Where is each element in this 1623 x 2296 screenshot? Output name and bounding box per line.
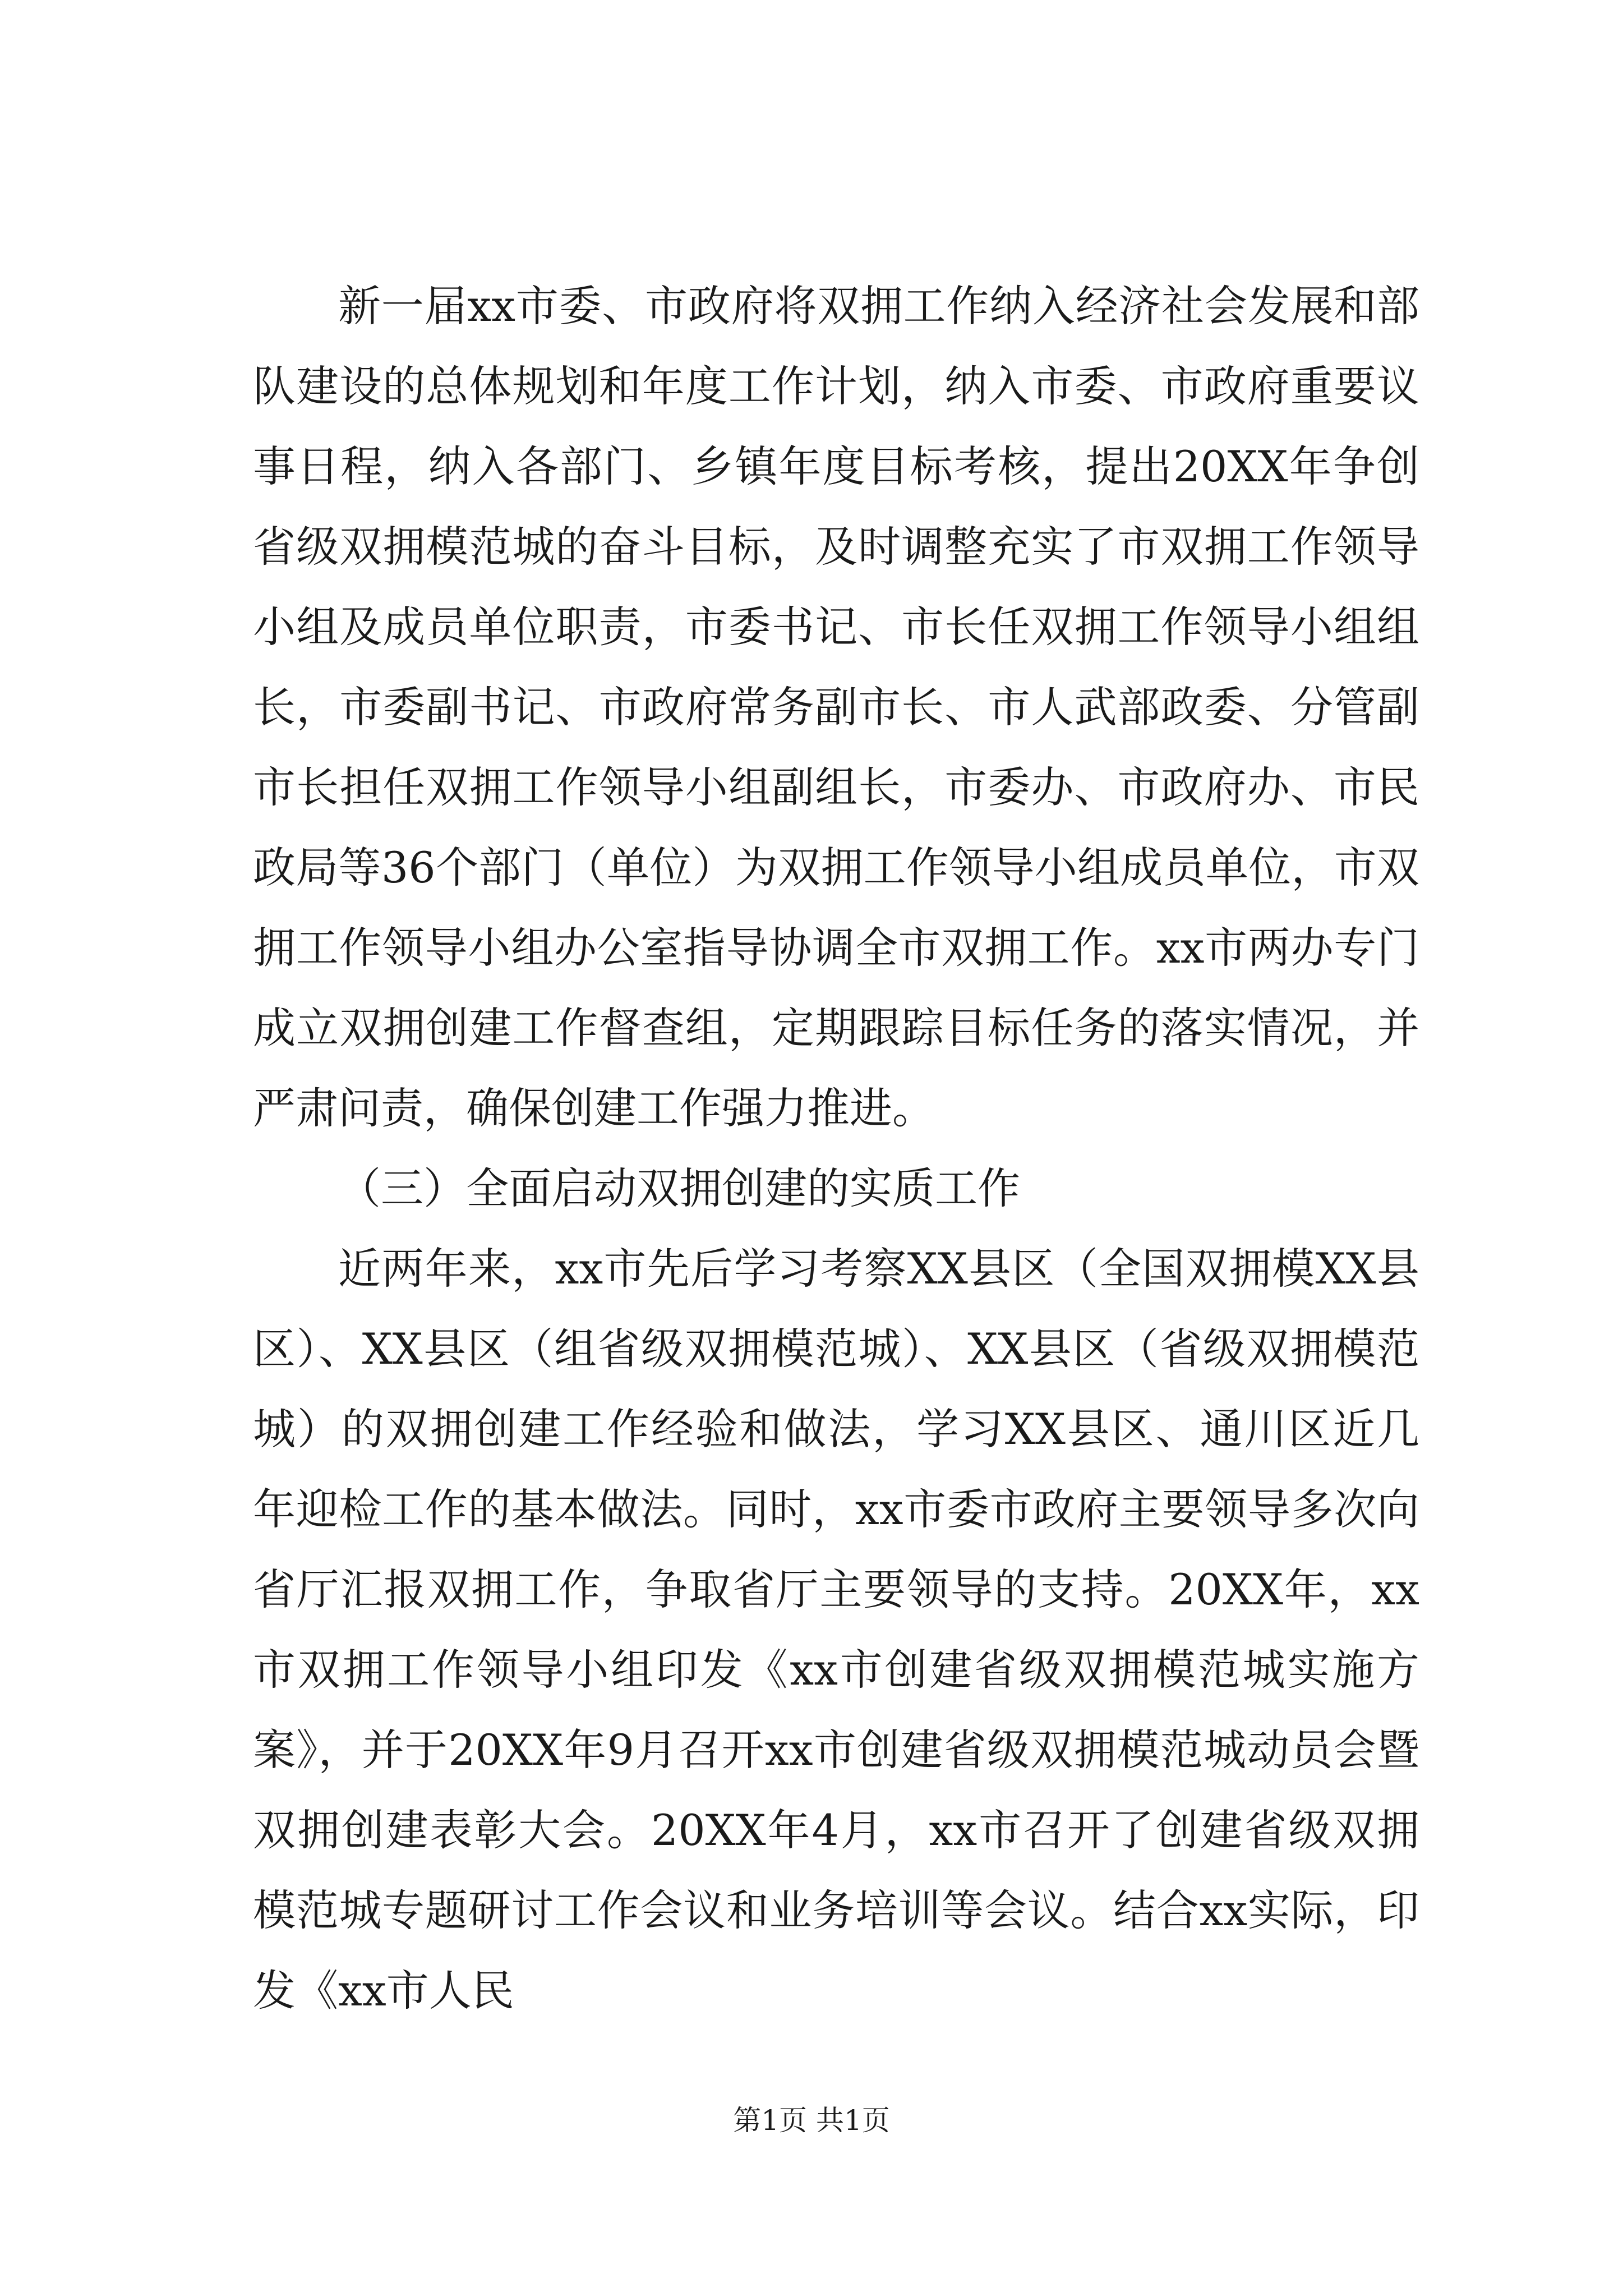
paragraph-2: 近两年来，xx市先后学习考察XX县区（全国双拥模XX县区）、XX县区（组省级双拥模范城）、XX县区（省级双拥模范城）的双拥创建工作经验和做法，学习XX县区、通川区近几年迎检工作的基本做法。同时，xx市委市政府主要领导多次向省厅汇报双拥工作，争取省厅主要领导的支持。20XX年，xx市双拥工作领导小组印发《xx市创建省级双拥模范城实施方案》，并于20XX年9月召开xx市创建省级双拥模范城动员会暨双拥创建表彰大会。20XX年4月，xx市召开了创建省级双拥模范城专题研讨工作会议和业务培训等会议。结合xx实际，印发《xx市人民 [253,1244,1419,2016]
page-footer: 第1页 共1页 [733,2104,890,2137]
section-heading: （三）全面启动双拥创建的实质工作 [338,1163,1020,1213]
paragraph-1: 新一届xx市委、市政府将双拥工作纳入经济社会发展和部队建设的总体规划和年度工作计划，纳入市委、市政府重要议事日程，纳入各部门、乡镇年度目标考核，提出20XX年争创省级双拥模范城的奋斗目标，及时调整充实了市双拥工作领导小组及成员单位职责，市委书记、市长任双拥工作领导小组组长，市委副书记、市政府常务副市长、市人武部政委、分管副市长担任双拥工作领导小组副组长，市委办、市政府办、市民政局等36个部门（单位）为双拥工作领导小组成员单位，市双拥工作领导小组办公室指导协调全市双拥工作。xx市两办专门成立双拥创建工作督查组，定期跟踪目标任务的落实情况，并严肃问责，确保创建工作强力推进。 [253,281,1419,1133]
document-body [253,266,1419,2031]
